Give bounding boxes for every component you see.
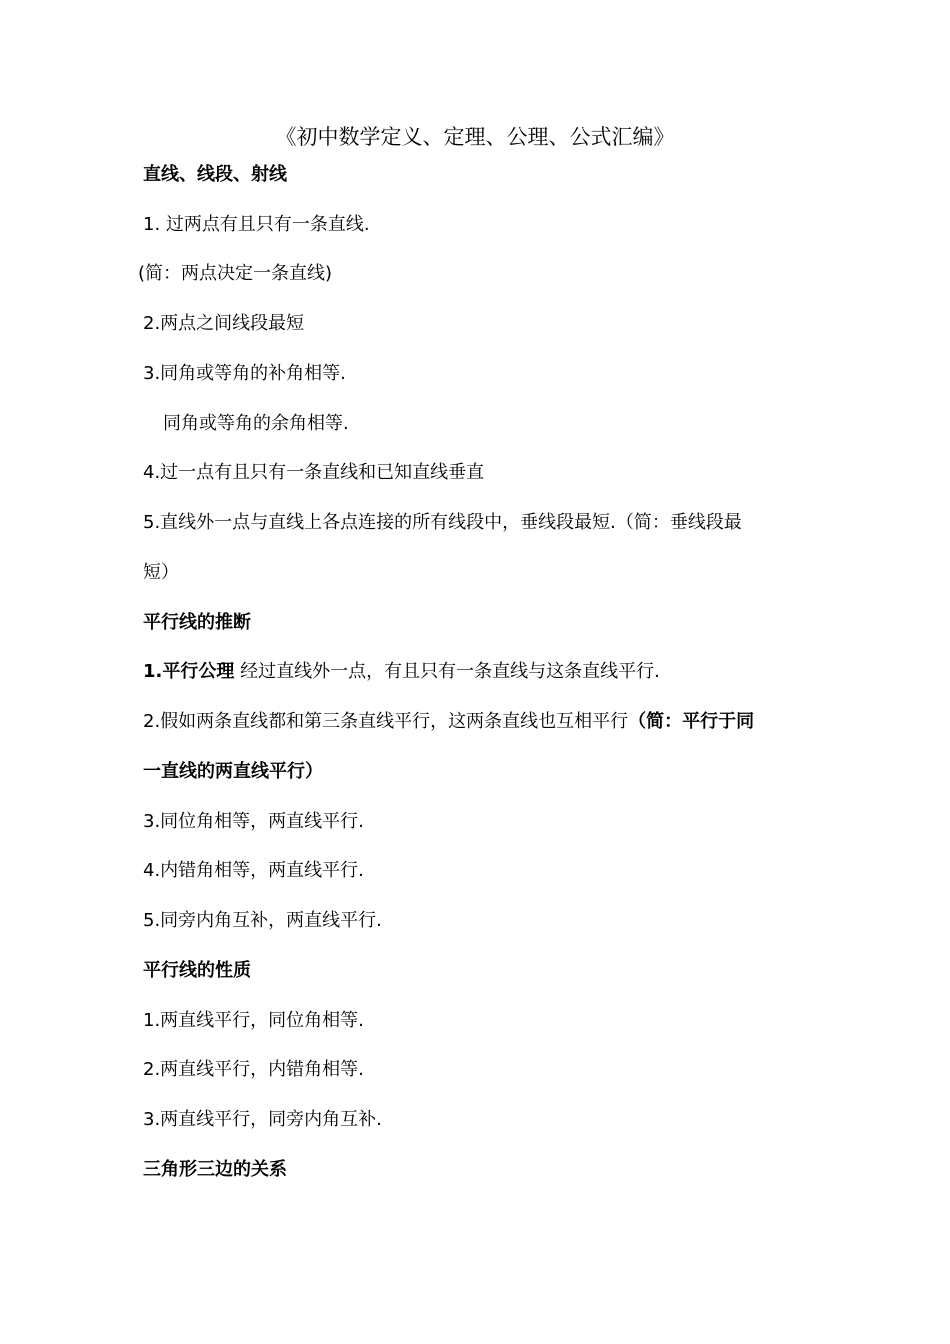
item2-bold-continuation: 一直线的两直线平行） (143, 761, 323, 782)
text-line: 短） (143, 562, 179, 583)
text-line: 5.直线外一点与直线上各点连接的所有线段中，垂线段最短.（简：垂线段最 (143, 512, 742, 533)
parallel-axiom-text: 经过直线外一点，有且只有一条直线与这条直线平行. (234, 661, 660, 682)
text-line: 4.过一点有且只有一条直线和已知直线垂直 (143, 462, 485, 483)
text-line: (简：两点决定一条直线) (138, 263, 333, 284)
text-line: 2.两点之间线段最短 (143, 313, 305, 334)
text-line (143, 660, 803, 684)
section-heading-lines: 直线、线段、射线 (143, 164, 287, 185)
text-line: 3.同位角相等，两直线平行. (143, 811, 364, 832)
text-line: 5.同旁内角互补，两直线平行. (143, 910, 382, 931)
text-line (143, 710, 803, 734)
text-line: 2.两直线平行，内错角相等. (143, 1059, 364, 1080)
item2-text: 2.假如两条直线都和第三条直线平行，这两条直线也互相平行 (143, 711, 629, 732)
document-title: 《初中数学定义、定理、公理、公式汇编》 (275, 125, 675, 149)
parallel-axiom-label: 1.平行公理 (143, 661, 235, 682)
section-heading-parallel-criteria: 平行线的推断 (143, 612, 251, 633)
text-line: 同角或等角的余角相等. (163, 413, 349, 434)
text-line: 1. 过两点有且只有一条直线. (143, 214, 370, 235)
text-line: 3.两直线平行，同旁内角互补. (143, 1109, 382, 1130)
item2-bold-note: （简：平行于同 (628, 711, 755, 732)
section-heading-parallel-properties: 平行线的性质 (143, 960, 251, 981)
text-line: 3.同角或等角的补角相等. (143, 363, 346, 384)
text-line: 4.内错角相等，两直线平行. (143, 860, 364, 881)
section-heading-triangle-sides: 三角形三边的关系 (143, 1159, 287, 1180)
text-line: 1.两直线平行，同位角相等. (143, 1010, 364, 1031)
